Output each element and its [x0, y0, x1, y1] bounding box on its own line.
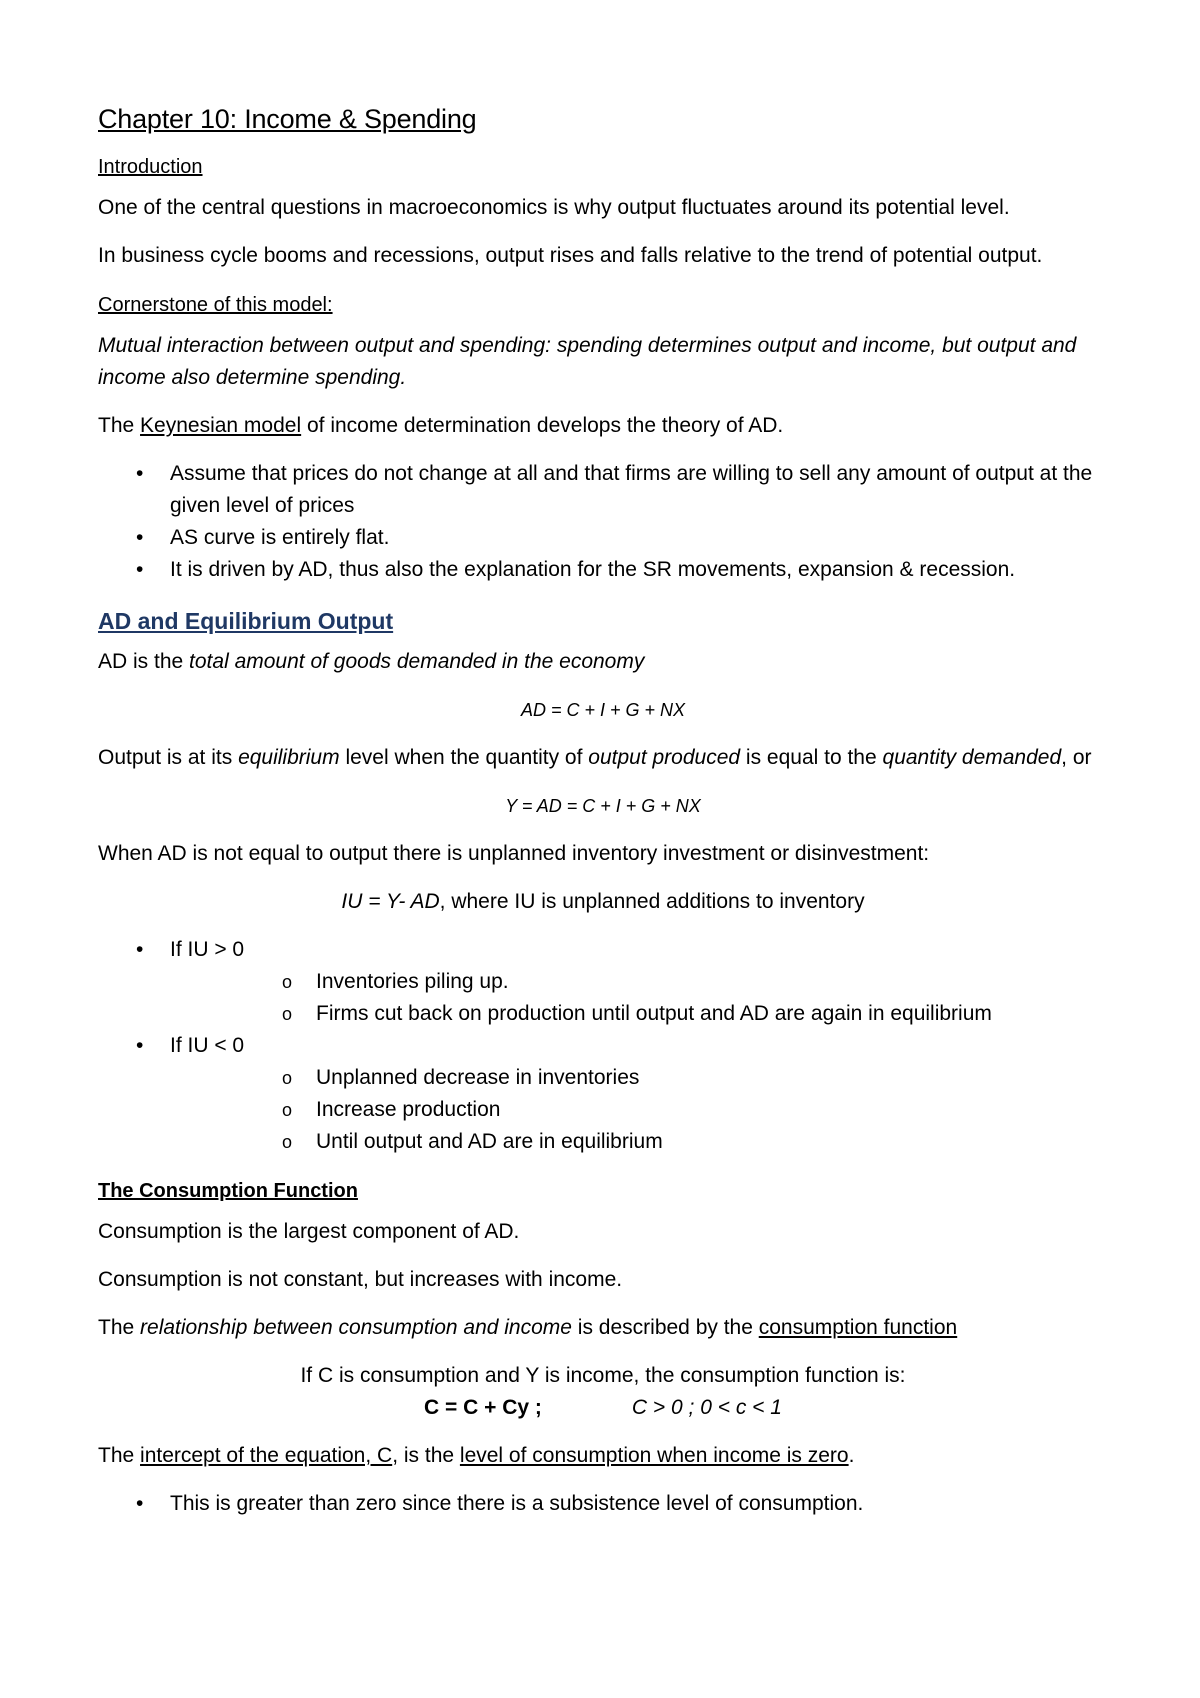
ad-def-pre: AD is the [98, 650, 190, 673]
zero-income-consumption-term: level of consumption when income is zero [459, 1444, 849, 1467]
list-item-text: Assume that prices do not change at all and that firms are willing to sell any amount of output at the given level of prices [170, 462, 1093, 517]
list-item-text: If IU < 0 [170, 1034, 245, 1057]
page-title: Chapter 10: Income & Spending [98, 104, 477, 134]
list-item [98, 554, 1108, 586]
bullet-icon: • [136, 1492, 144, 1515]
text-span: , or [1061, 746, 1092, 769]
consumption-bullet-list [98, 1488, 1108, 1520]
sub-list-item [170, 1062, 1108, 1094]
circle-bullet-icon: o [282, 1068, 293, 1088]
text-span: is described by the [571, 1316, 759, 1339]
text-span: equilibrium [238, 746, 340, 769]
section-heading-ad: AD and Equilibrium Output [98, 608, 394, 634]
cornerstone-label: Cornerstone of this model: [98, 294, 333, 316]
unplanned-paragraph: When AD is not equal to output there is unplanned inventory investment or disinvestment: [98, 842, 930, 865]
keynes-post: of income determination develops the theory of AD. [301, 414, 784, 437]
cf-equation: C = C + Cy ; [424, 1396, 542, 1419]
sub-list-item-text: Increase production [316, 1098, 501, 1121]
circle-bullet-icon: o [282, 1100, 293, 1120]
list-item-text: If IU > 0 [170, 938, 245, 961]
consumption-function-block [98, 1360, 1108, 1424]
consumption-paragraph-2: Consumption is not constant, but increases with income. [98, 1268, 623, 1291]
bullet-icon: • [136, 526, 144, 549]
section-heading-consumption: The Consumption Function [98, 1180, 358, 1202]
iu-equation [98, 886, 1108, 918]
circle-bullet-icon: o [282, 1004, 293, 1024]
text-span: output produced [588, 746, 741, 769]
consumption-paragraph-1: Consumption is the largest component of AD. [98, 1220, 520, 1243]
circle-bullet-icon: o [282, 1132, 293, 1152]
intercept-term: intercept of the equation, C [140, 1444, 393, 1467]
document-page [98, 96, 1108, 1536]
text-span: The [98, 1316, 141, 1339]
circle-bullet-icon: o [282, 972, 293, 992]
intercept-paragraph [98, 1440, 1108, 1472]
bullet-icon: • [136, 558, 144, 581]
sub-list-item [170, 966, 1108, 998]
text-span: Output is at its [98, 746, 239, 769]
iu-description: , where IU is unplanned additions to inventory [439, 890, 865, 913]
consumption-function-term: consumption function [758, 1316, 958, 1339]
equation-equilibrium: Y = AD = C + I + G + NX [505, 796, 701, 816]
sub-list-item [170, 1126, 1108, 1158]
intro-paragraph-1: One of the central questions in macroeconomics is why output fluctuates around its potential level. [98, 196, 1010, 219]
bullet-icon: • [136, 462, 144, 485]
list-item [98, 458, 1108, 522]
sub-list-item-text: Unplanned decrease in inventories [316, 1066, 640, 1089]
keynes-pre: The [98, 414, 141, 437]
iu-formula: IU = Y- AD [341, 890, 440, 913]
sub-list-item [170, 998, 1108, 1030]
sub-list-item [170, 1094, 1108, 1126]
text-span: relationship between consumption and income [140, 1316, 572, 1339]
equilibrium-paragraph [98, 742, 1108, 774]
cf-conditions: C > 0 ; 0 < c < 1 [631, 1396, 782, 1419]
intro-paragraph-2: In business cycle booms and recessions, output rises and falls relative to the trend of potential output. [98, 244, 1043, 267]
equation-ad: AD = C + I + G + NX [520, 700, 686, 720]
list-item-text: AS curve is entirely flat. [170, 526, 390, 549]
bullet-icon: • [136, 1034, 144, 1057]
intro-heading: Introduction [98, 156, 203, 178]
sub-list-item-text: Firms cut back on production until output and AD are again in equilibrium [316, 1002, 992, 1025]
cf-intro-line: If C is consumption and Y is income, the consumption function is: [300, 1364, 906, 1387]
ad-def-italic: total amount of goods demanded in the economy [189, 650, 645, 673]
keynesian-paragraph [98, 410, 1108, 442]
intro-bullet-list [98, 458, 1108, 586]
iu-cases-list [98, 934, 1108, 1158]
list-item [98, 522, 1108, 554]
text-span: , is the [392, 1444, 460, 1467]
sub-list [170, 1062, 1108, 1158]
text-span: level when the quantity of [339, 746, 589, 769]
sub-list-item-text: Inventories piling up. [316, 970, 509, 993]
list-item-text: It is driven by AD, thus also the explanation for the SR movements, expansion & recession. [170, 558, 1016, 581]
list-item [98, 1030, 1108, 1158]
relationship-paragraph [98, 1312, 1108, 1344]
cornerstone-text: Mutual interaction between output and spending: spending determines output and income, but output and income also determine spending. [98, 334, 1077, 389]
keynesian-model-term: Keynesian model [140, 414, 302, 437]
list-item [98, 934, 1108, 1030]
text-span: . [848, 1444, 855, 1467]
text-span: quantity demanded [882, 746, 1062, 769]
sub-list [170, 966, 1108, 1030]
list-item-text: This is greater than zero since there is a subsistence level of consumption. [170, 1492, 864, 1515]
list-item [98, 1488, 1108, 1520]
text-span: The [98, 1444, 141, 1467]
text-span: is equal to the [740, 746, 883, 769]
ad-definition [98, 646, 1108, 678]
bullet-icon: • [136, 938, 144, 961]
cf-equation-line [98, 1392, 1108, 1424]
sub-list-item-text: Until output and AD are in equilibrium [316, 1130, 663, 1153]
